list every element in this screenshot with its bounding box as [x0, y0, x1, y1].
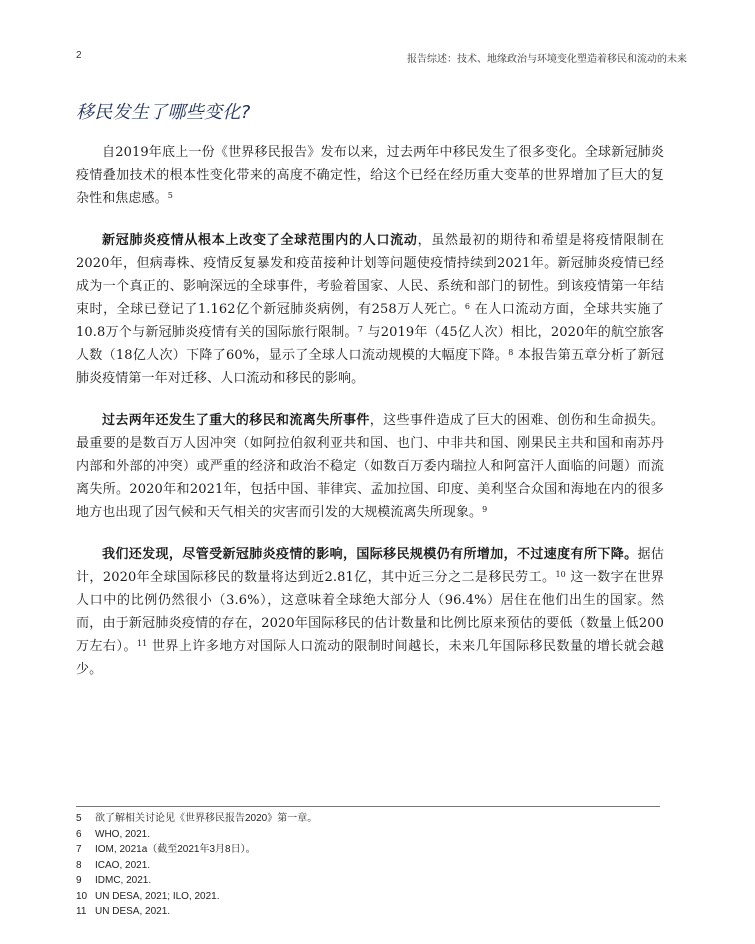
footnote-number: 10 [76, 890, 88, 902]
footnote-item [76, 904, 660, 920]
footnote-number: 11 [76, 906, 87, 917]
footnote-item [76, 873, 660, 889]
paragraph-text: 在人口流动方面，全球共实施了10.8万个与新冠肺炎疫情有关的国际旅行限制。 [76, 302, 664, 340]
bold-lead-sentence: 过去两年还发生了重大的移民和流离失所事件 [102, 413, 370, 428]
footnote-text: WHO, 2021. [95, 828, 151, 840]
footnote-reference: 11 [136, 639, 148, 648]
footnotes [76, 811, 660, 920]
footnote-number: 9 [76, 875, 82, 886]
footnote-reference: 5 [167, 191, 173, 200]
footnote-text: IDMC, 2021. [95, 875, 152, 886]
footnote-text: UN DESA, 2021. [95, 906, 171, 917]
footnote-number: 8 [76, 859, 82, 871]
footnote-rule [76, 806, 660, 807]
body-text [76, 141, 664, 700]
paragraph-text: 自2019年底上一份《世界移民报告》发布以来，过去两年中移民发生了很多变化。全球新冠肺炎疫情叠加技术的根本性变化带来的高度不确定性，给这个已经在经历重大变革的世界增加了巨大的复杂性和焦虑感。 [76, 145, 664, 206]
paragraph-text: 这一数字在世界人口中的比例仍然很小（3.6%），这意味着全球绝大部分人（96.4%）居住在他们出生的国家。然而，由于新冠肺炎疫情的存在，2020年国际移民的估计数量和比例比原来预估的要低（数量上低200万左右）。 [76, 570, 664, 654]
paragraph-text: 据估计，2020年全球国际移民的数量将达到近2.81亿，其中近三分之二是移民劳工。 [76, 547, 664, 585]
footnote-number: 7 [76, 844, 82, 855]
footnote-number: 5 [76, 813, 82, 824]
footnote-reference: 6 [464, 302, 471, 311]
section-heading: 移民发生了哪些变化? [76, 102, 251, 123]
bold-lead-sentence: 新冠肺炎疫情从根本上改变了全球范围内的人口流动 [102, 233, 418, 248]
page-number: 2 [76, 50, 82, 61]
footnote-item [76, 842, 660, 858]
body-paragraph [76, 141, 664, 210]
paragraph-text: 世界上许多地方对国际人口流动的限制时间越长，未来几年国际移民数量的增长就会越少。 [76, 639, 664, 677]
footnote-item [76, 827, 660, 843]
footnote-reference: 10 [555, 570, 566, 579]
footnote-text: ICAO, 2021. [95, 859, 151, 871]
footnote-reference: 8 [508, 348, 514, 357]
body-paragraph [76, 409, 664, 524]
footnote-text: IOM, 2021a（截至2021年3月8日）。 [95, 844, 256, 855]
footnote-reference: 7 [357, 325, 364, 334]
body-paragraph [76, 229, 664, 390]
footnote-number: 6 [76, 828, 82, 840]
paragraph-text: ，虽然最初的期待和希望是将疫情限制在2020年，但病毒株、疫情反复暴发和疫苗接种计划等问题使疫情持续到2021年。新冠肺炎疫情已经成为一个真正的、影响深远的全球事件，考验着国家、人民、系统和部门的韧性。到该疫情第一年结束时，全球已登记了1.162亿个新冠肺炎病例，有258万人死亡。 [76, 233, 664, 317]
paragraph-text: ，这些事件造成了巨大的困难、创伤和生命损失。最重要的是数百万人因冲突（如阿拉伯叙利亚共和国、也门、中非共和国、刚果民主共和国和南苏丹内部和外部的冲突）或严重的经济和政治不稳定（如数百万委内瑞拉人和阿富汗人面临的问题）而流离失所。2020年和2021年，包括中国、菲律宾、孟加拉国、印度、美利坚合众国和海地在内的很多地方也出现了因气候和天气相关的灾害而引发的大规模流离失所现象。 [76, 413, 664, 520]
footnote-item [76, 811, 660, 827]
paragraph-text: 本报告第五章分析了新冠肺炎疫情第一年对迁移、人口流动和移民的影响。 [76, 348, 664, 386]
footnote-text: 欲了解相关讨论见《世界移民报告2020》第一章。 [95, 813, 318, 824]
footnote-text: UN DESA, 2021; ILO, 2021. [95, 890, 220, 902]
footnote-reference: 9 [482, 505, 488, 514]
footnote-item [76, 858, 660, 874]
body-paragraph [76, 543, 664, 681]
footnote-item [76, 889, 660, 905]
running-header: 报告综述：技术、地缘政治与环境变化塑造着移民和流动的未来 [407, 54, 687, 65]
paragraph-text: 与2019年（45亿人次）相比，2020年的航空旅客人数（18亿人次）下降了60%，显示了全球人口流动规模的大幅度下降。 [76, 325, 664, 363]
bold-lead-sentence: 我们还发现，尽管受新冠肺炎疫情的影响，国际移民规模仍有所增加，不过速度有所下降。 [102, 547, 638, 562]
